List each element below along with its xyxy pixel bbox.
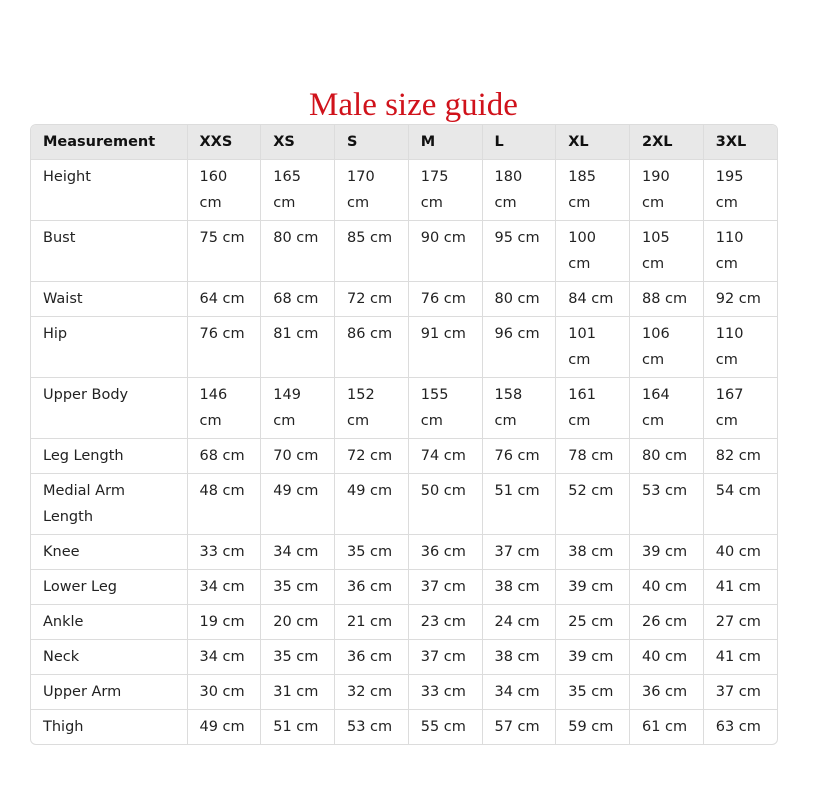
table-cell: 51 cm [482,474,556,535]
table-cell: 20 cm [261,605,335,640]
row-label: Lower Leg [31,570,187,605]
table-cell: 40 cm [630,640,704,675]
table-row [31,710,777,745]
table-cell: 74 cm [408,439,482,474]
column-header: M [408,125,482,160]
table-row [31,474,777,535]
table-cell: 54 cm [703,474,777,535]
table-cell: 35 cm [556,675,630,710]
column-header: 3XL [703,125,777,160]
table-cell: 34 cm [261,535,335,570]
table-row [31,675,777,710]
table-row [31,640,777,675]
row-label: Ankle [31,605,187,640]
size-table-container [30,124,778,745]
table-cell: 81 cm [261,317,335,378]
table-cell: 149 cm [261,378,335,439]
column-header: XL [556,125,630,160]
table-row [31,439,777,474]
table-cell: 161 cm [556,378,630,439]
column-header: 2XL [630,125,704,160]
table-cell: 75 cm [187,221,261,282]
table-row [31,378,777,439]
table-cell: 34 cm [482,675,556,710]
row-label: Knee [31,535,187,570]
table-cell: 164 cm [630,378,704,439]
table-cell: 105 cm [630,221,704,282]
table-cell: 48 cm [187,474,261,535]
table-cell: 38 cm [556,535,630,570]
table-cell: 167 cm [703,378,777,439]
table-cell: 64 cm [187,282,261,317]
table-cell: 91 cm [408,317,482,378]
table-cell: 146 cm [187,378,261,439]
table-cell: 41 cm [703,640,777,675]
table-cell: 76 cm [187,317,261,378]
table-cell: 185 cm [556,160,630,221]
row-label: Height [31,160,187,221]
table-cell: 80 cm [630,439,704,474]
table-cell: 76 cm [482,439,556,474]
table-cell: 24 cm [482,605,556,640]
table-cell: 101 cm [556,317,630,378]
table-cell: 165 cm [261,160,335,221]
table-cell: 52 cm [556,474,630,535]
table-row [31,605,777,640]
table-cell: 55 cm [408,710,482,745]
table-cell: 37 cm [408,570,482,605]
table-cell: 95 cm [482,221,556,282]
table-header-row [31,125,777,160]
row-label: Leg Length [31,439,187,474]
table-row [31,570,777,605]
table-cell: 106 cm [630,317,704,378]
table-cell: 72 cm [335,439,409,474]
table-cell: 63 cm [715,719,761,735]
table-cell: 88 cm [630,282,704,317]
table-cell: 33 cm [187,535,261,570]
table-cell: 35 cm [261,640,335,675]
table-cell: 41 cm [703,570,777,605]
table-cell: 170 cm [335,160,409,221]
table-row [31,160,777,221]
row-label: Waist [31,282,187,317]
table-cell: 57 cm [482,710,556,745]
table-cell: 21 cm [335,605,409,640]
table-cell: 100 cm [556,221,630,282]
table-cell: 36 cm [335,640,409,675]
column-header: XS [261,125,335,160]
table-cell: 37 cm [408,640,482,675]
table-row [31,221,777,282]
column-header: S [335,125,409,160]
table-cell: 38 cm [482,570,556,605]
table-cell: 80 cm [261,221,335,282]
table-cell: 155 cm [408,378,482,439]
table-cell: 49 cm [261,474,335,535]
table-cell: 190 cm [630,160,704,221]
table-row [31,317,777,378]
column-header: L [482,125,556,160]
table-cell: 49 cm [335,474,409,535]
table-cell: 31 cm [261,675,335,710]
table-cell: 195 cm [703,160,777,221]
table-cell: 82 cm [703,439,777,474]
table-cell: 36 cm [408,535,482,570]
table-cell: 92 cm [703,282,777,317]
table-cell: 86 cm [335,317,409,378]
row-label: Neck [31,640,187,675]
size-table [31,125,777,744]
table-cell: 59 cm [556,710,630,745]
column-header: XXS [187,125,261,160]
table-cell: 37 cm [703,675,777,710]
table-cell: 78 cm [556,439,630,474]
table-cell: 175 cm [408,160,482,221]
row-label: Medial Arm Length [31,474,187,535]
row-label: Bust [31,221,187,282]
table-cell: 51 cm [261,710,335,745]
table-cell: 39 cm [556,640,630,675]
table-cell: 30 cm [187,675,261,710]
table-cell: 180 cm [482,160,556,221]
table-cell: 90 cm [408,221,482,282]
table-cell: 152 cm [335,378,409,439]
table-row [31,282,777,317]
table-body [31,160,777,745]
table-cell: 39 cm [556,570,630,605]
table-cell: 158 cm [482,378,556,439]
table-cell: 61 cm [630,710,704,745]
table-cell: 53 cm [630,474,704,535]
table-cell: 40 cm [630,570,704,605]
table-cell: 72 cm [335,282,409,317]
table-cell: 33 cm [408,675,482,710]
table-cell: 36 cm [335,570,409,605]
table-cell: 34 cm [187,640,261,675]
table-cell: 23 cm [408,605,482,640]
column-header: Measurement [31,125,187,160]
table-cell: 53 cm [335,710,409,745]
row-label: Upper Arm [31,675,187,710]
table-cell: 27 cm [703,605,777,640]
table-cell: 96 cm [482,317,556,378]
table-cell: 70 cm [261,439,335,474]
table-cell: 19 cm [187,605,261,640]
table-cell: 38 cm [482,640,556,675]
table-cell: 50 cm [408,474,482,535]
table-cell: 160 cm [187,160,261,221]
table-cell: 35 cm [261,570,335,605]
row-label: Hip [31,317,187,378]
table-cell: 32 cm [335,675,409,710]
table-cell: 36 cm [630,675,704,710]
page-title: Male size guide [309,87,518,123]
table-cell: 68 cm [187,439,261,474]
table-cell: 68 cm [261,282,335,317]
table-cell: 35 cm [335,535,409,570]
table-cell: 84 cm [556,282,630,317]
table-cell: 85 cm [335,221,409,282]
table-cell: 110 cm [703,317,777,378]
table-cell: 40 cm [703,535,777,570]
table-cell: 39 cm [630,535,704,570]
table-cell: 49 cm [187,710,261,745]
table-cell: 26 cm [630,605,704,640]
row-label: Thigh [31,710,187,745]
table-cell: 110 cm [703,221,777,282]
table-cell: 37 cm [482,535,556,570]
row-label: Upper Body [31,378,187,439]
table-cell: 25 cm [556,605,630,640]
table-row [31,535,777,570]
table-cell: 76 cm [408,282,482,317]
table-cell: 80 cm [482,282,556,317]
table-cell: 34 cm [187,570,261,605]
